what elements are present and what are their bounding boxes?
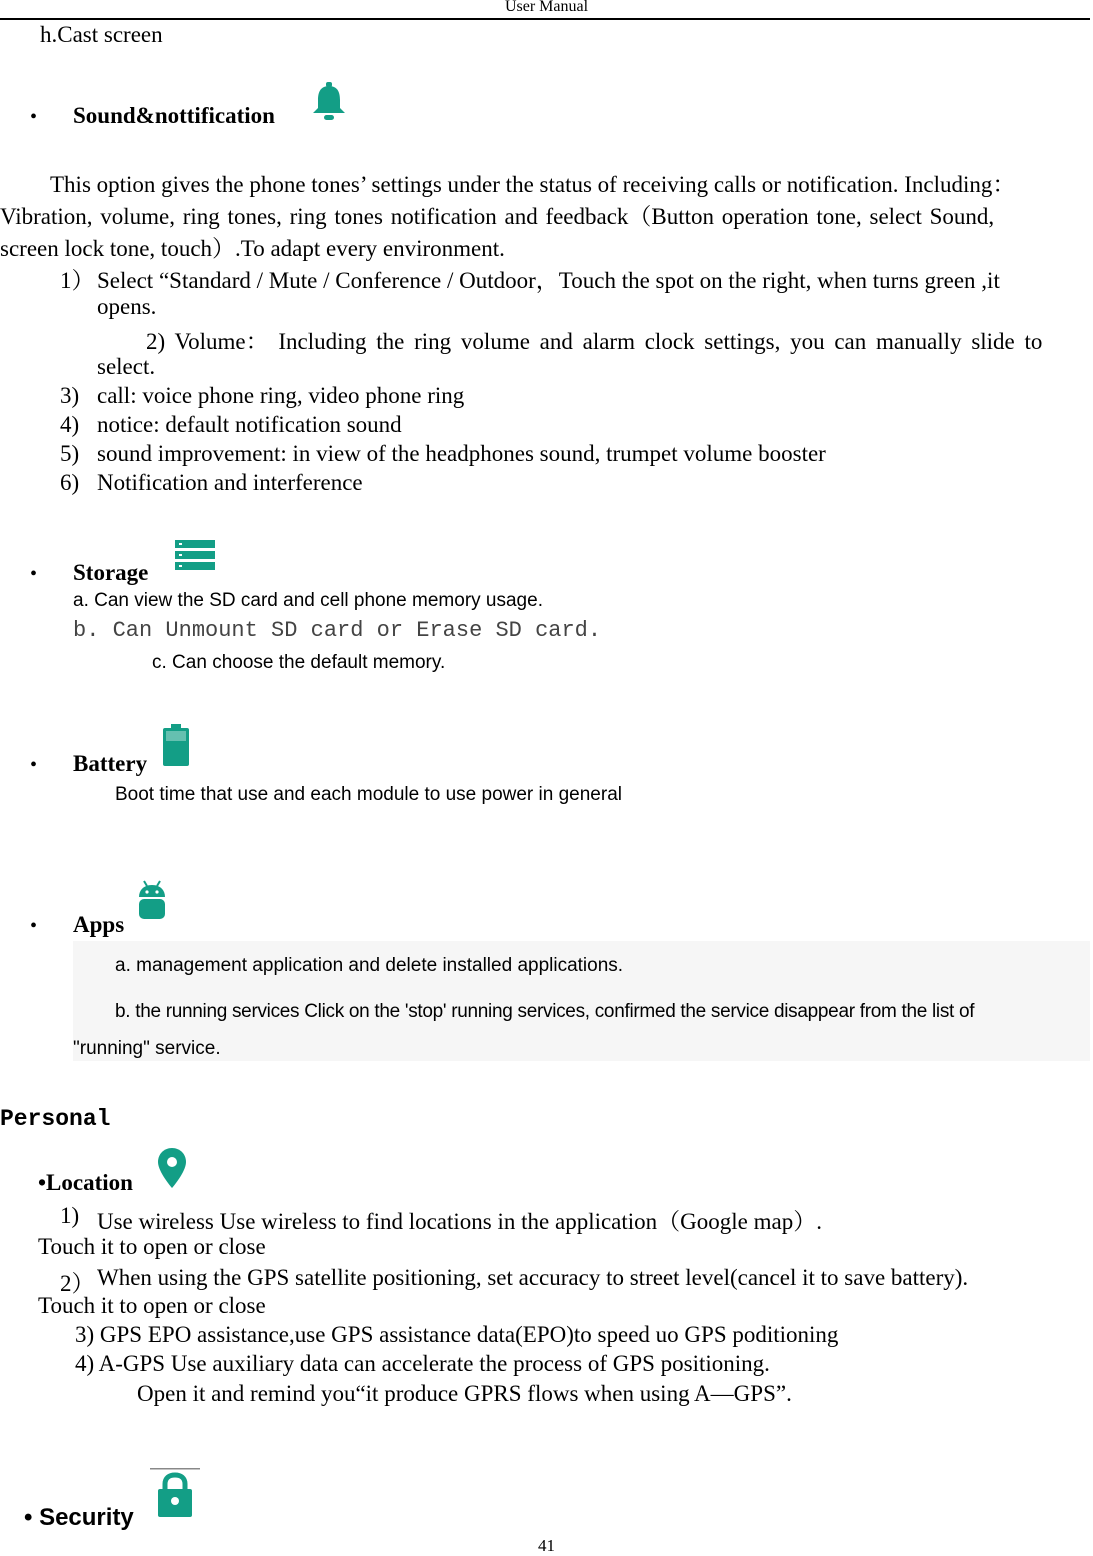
page-number: 41	[538, 1536, 555, 1555]
sound-item6: Notification and interference	[97, 470, 363, 495]
sound-item3-number: 3)	[60, 383, 80, 408]
storage-item-a: a. Can view the SD card and cell phone memory usage.	[73, 590, 543, 611]
sound-item1-line2: opens.	[97, 294, 157, 319]
location-item1: Use wireless Use wireless to find locations in the application（Google map）.	[97, 1209, 822, 1234]
apps-item-b-line2: "running" service.	[73, 1038, 221, 1059]
sound-paragraph-line1: This option gives the phone tones’ settings under the status of receiving calls or notification. Including：	[50, 172, 1016, 197]
sound-item6-number: 6)	[60, 470, 80, 495]
personal-heading: Personal	[0, 1106, 111, 1132]
location-item1-number: 1)	[60, 1203, 80, 1228]
battery-description: Boot time that use and each module to use power in general	[115, 784, 622, 805]
sound-item2-line1: 2) Volume： Including the ring volume and alarm clock settings, you can manually slide to	[146, 329, 1043, 354]
sound-item4-number: 4)	[60, 412, 80, 437]
sound-item4: notice: default notification sound	[97, 412, 402, 437]
header-divider	[0, 18, 1090, 20]
apps-item-b-line1: b. the running services Click on the 'stop' running services, confirmed the service disappear from the list of	[115, 1001, 975, 1022]
battery-icon	[163, 724, 189, 766]
location-item4: 4) A-GPS Use auxiliary data can accelerate the process of GPS positioning.	[75, 1351, 770, 1376]
sound-item1-number: 1）	[60, 268, 95, 293]
android-icon	[137, 880, 167, 922]
location-item2-number: 2）	[60, 1271, 95, 1296]
sound-item5-number: 5)	[60, 441, 80, 466]
location-touch-note-2: Touch it to open or close	[38, 1293, 266, 1318]
storage-item-c: c. Can choose the default memory.	[152, 652, 446, 673]
apps-section-title: Apps	[73, 912, 125, 937]
bell-icon	[310, 80, 348, 122]
battery-bullet: •	[30, 754, 38, 776]
storage-item-b: b. Can Unmount SD card or Erase SD card.	[73, 618, 602, 643]
lock-icon	[150, 1468, 200, 1520]
sound-item2-line2: select.	[97, 354, 156, 379]
apps-item-a: a. management application and delete installed applications.	[115, 955, 624, 976]
security-section-title: • Security	[24, 1504, 134, 1531]
sound-section-title: Sound&nottification	[73, 103, 275, 128]
sound-paragraph-line2: Vibration, volume, ring tones, ring tones notification and feedback（Button operation tone, select Sound,	[0, 204, 995, 229]
running-header: User Manual	[504, 0, 589, 15]
sound-item5: sound improvement: in view of the headphones sound, trumpet volume booster	[97, 441, 826, 466]
sound-paragraph-line3: screen lock tone, touch）.To adapt every environment.	[0, 236, 505, 261]
cast-screen-item: h.Cast screen	[40, 22, 163, 47]
storage-list-icon	[175, 540, 215, 570]
location-touch-note-1: Touch it to open or close	[38, 1234, 266, 1259]
location-item3: 3) GPS EPO assistance,use GPS assistance data(EPO)to speed uo GPS poditioning	[75, 1322, 839, 1347]
location-pin-icon	[157, 1147, 187, 1189]
location-item2: When using the GPS satellite positioning, set accuracy to street level(cancel it to save battery).	[97, 1265, 969, 1290]
sound-item3: call: voice phone ring, video phone ring	[97, 383, 465, 408]
sound-bullet: •	[30, 106, 38, 128]
storage-bullet: •	[30, 563, 38, 585]
sound-item1-line1: Select “Standard / Mute / Conference / Outdoor，Touch the spot on the right, when turns green ,it	[97, 268, 1000, 293]
battery-section-title: Battery	[73, 751, 148, 776]
location-item4-sub: Open it and remind you“it produce GPRS flows when using A—GPS”.	[137, 1381, 792, 1406]
location-section-title: •Location	[38, 1170, 133, 1195]
storage-section-title: Storage	[73, 560, 149, 585]
apps-bullet: •	[30, 915, 38, 937]
